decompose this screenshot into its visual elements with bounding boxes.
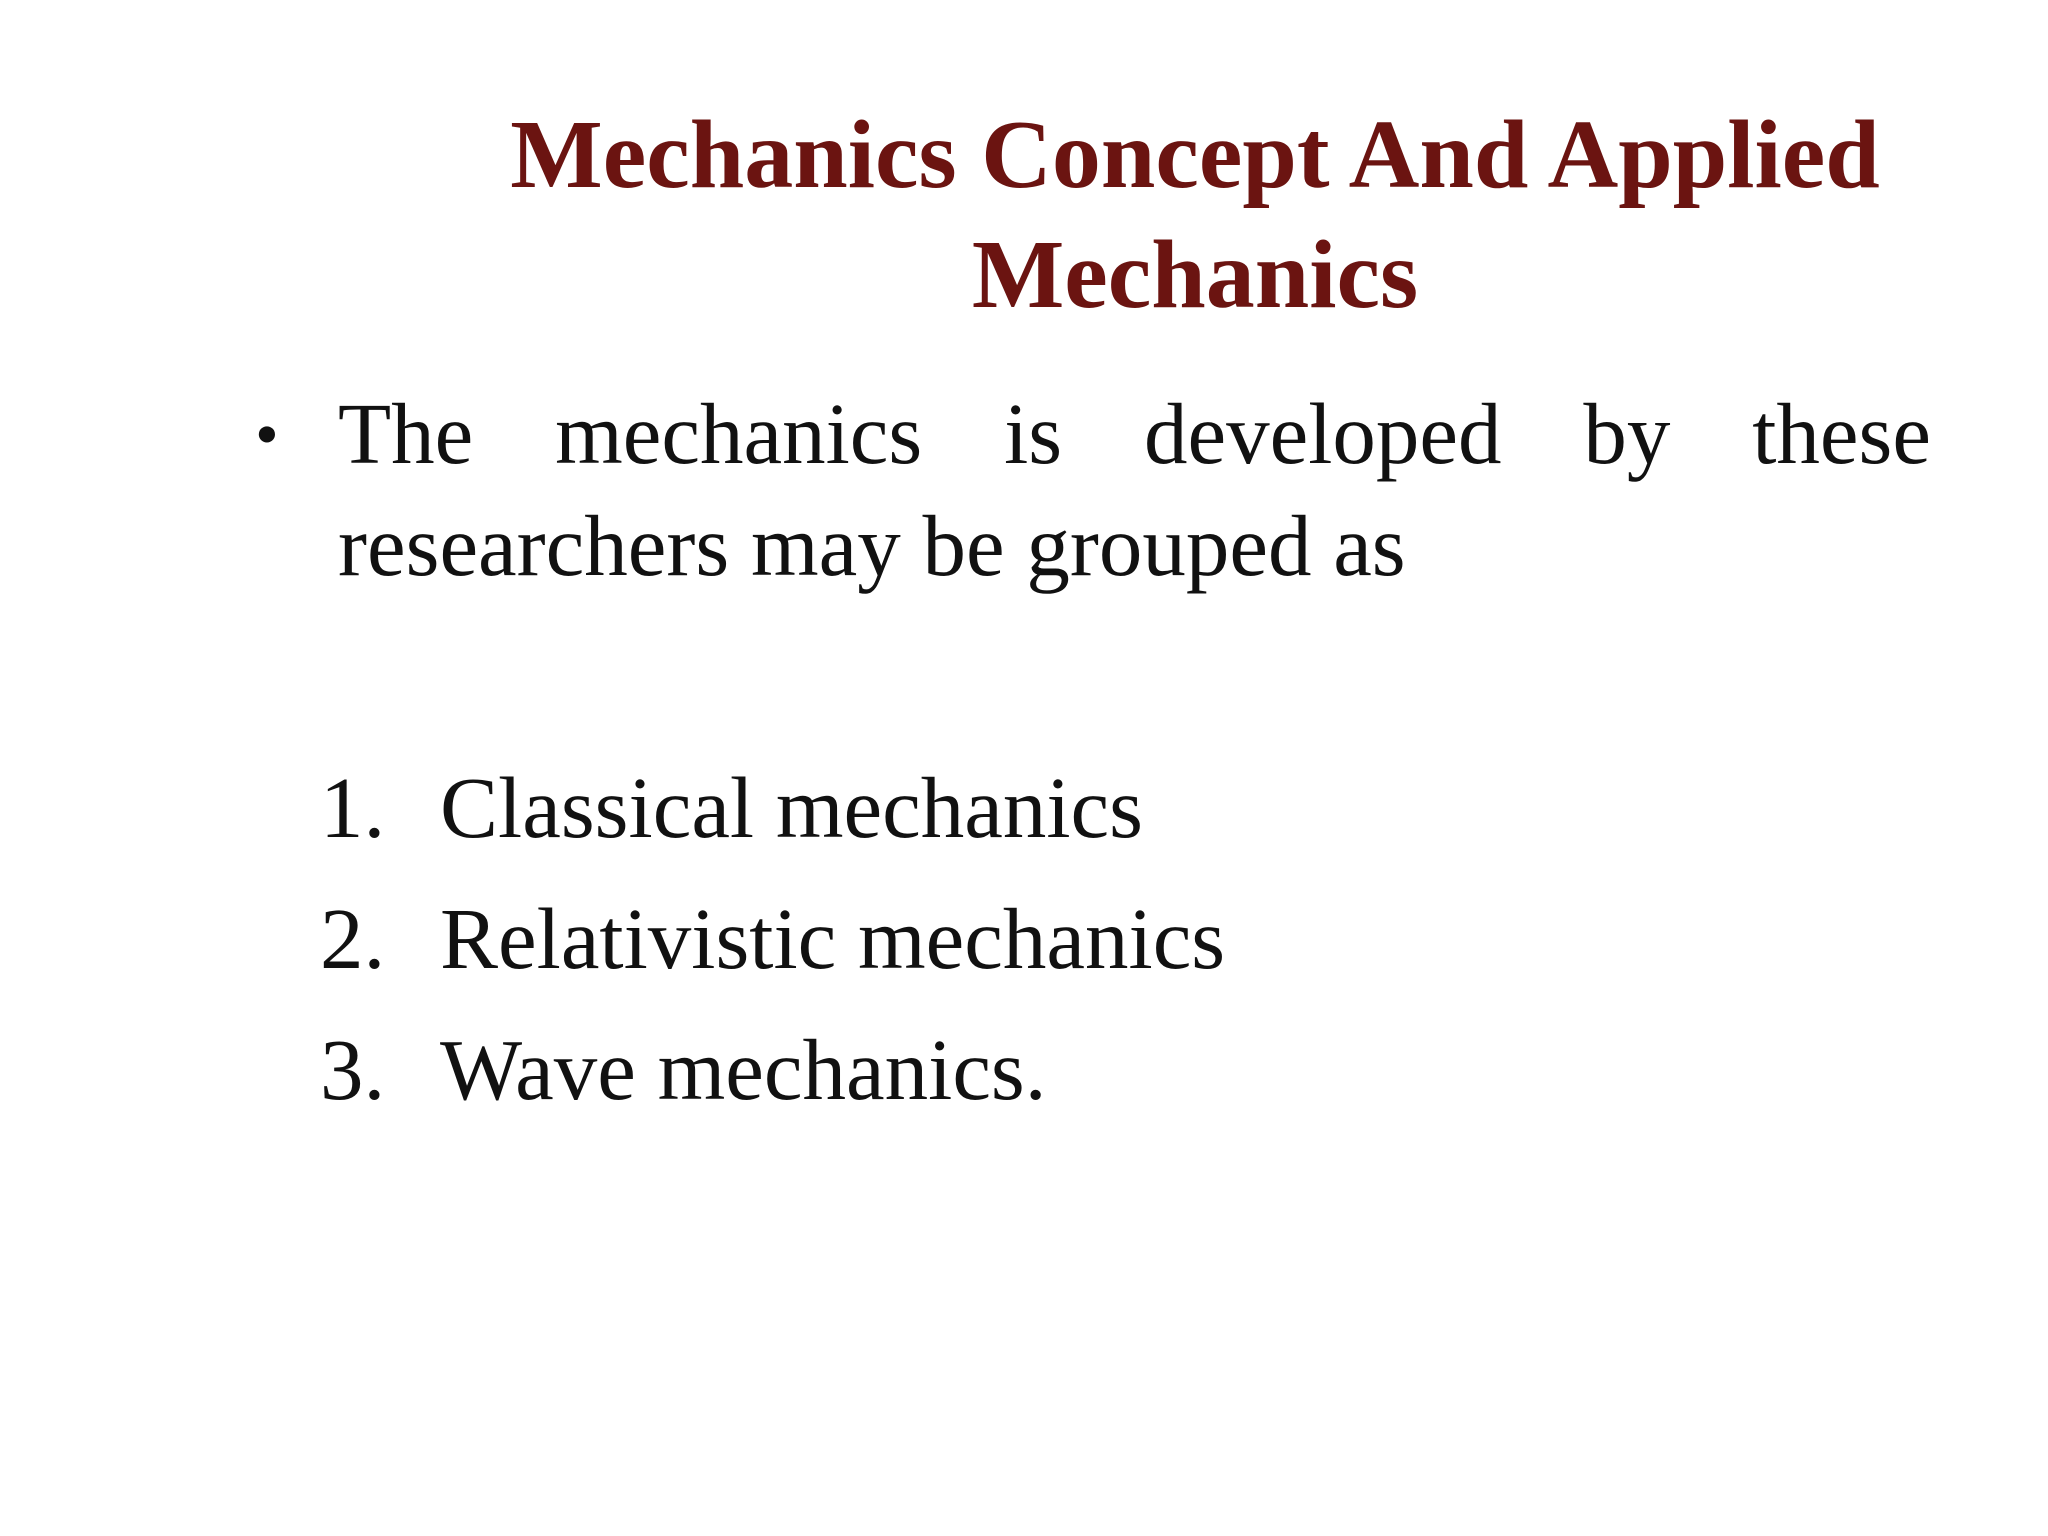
bullet-point [255, 378, 1931, 602]
list-item [320, 873, 1225, 1004]
title-line-2: Mechanics [971, 221, 1419, 329]
list-item-text: Relativistic mechanics [440, 890, 1226, 987]
numbered-list [320, 742, 1225, 1135]
list-item-number: 2. [320, 890, 386, 987]
list-item-text: Classical mechanics [440, 759, 1144, 856]
list-item [320, 742, 1225, 873]
slide-title [470, 95, 1920, 335]
bullet-text-line-1: The mechanics is developed by these [338, 385, 1931, 482]
list-item-number: 3. [320, 1021, 386, 1118]
title-line-1: Mechanics Concept And Applied [510, 101, 1880, 209]
bullet-text-line-2: researchers may be grouped as [338, 497, 1406, 594]
list-item-text: Wave mechanics. [440, 1021, 1047, 1118]
bullet-icon: • [255, 396, 279, 472]
list-item-number: 1. [320, 759, 386, 856]
bullet-text [338, 378, 1931, 602]
list-item [320, 1004, 1225, 1135]
